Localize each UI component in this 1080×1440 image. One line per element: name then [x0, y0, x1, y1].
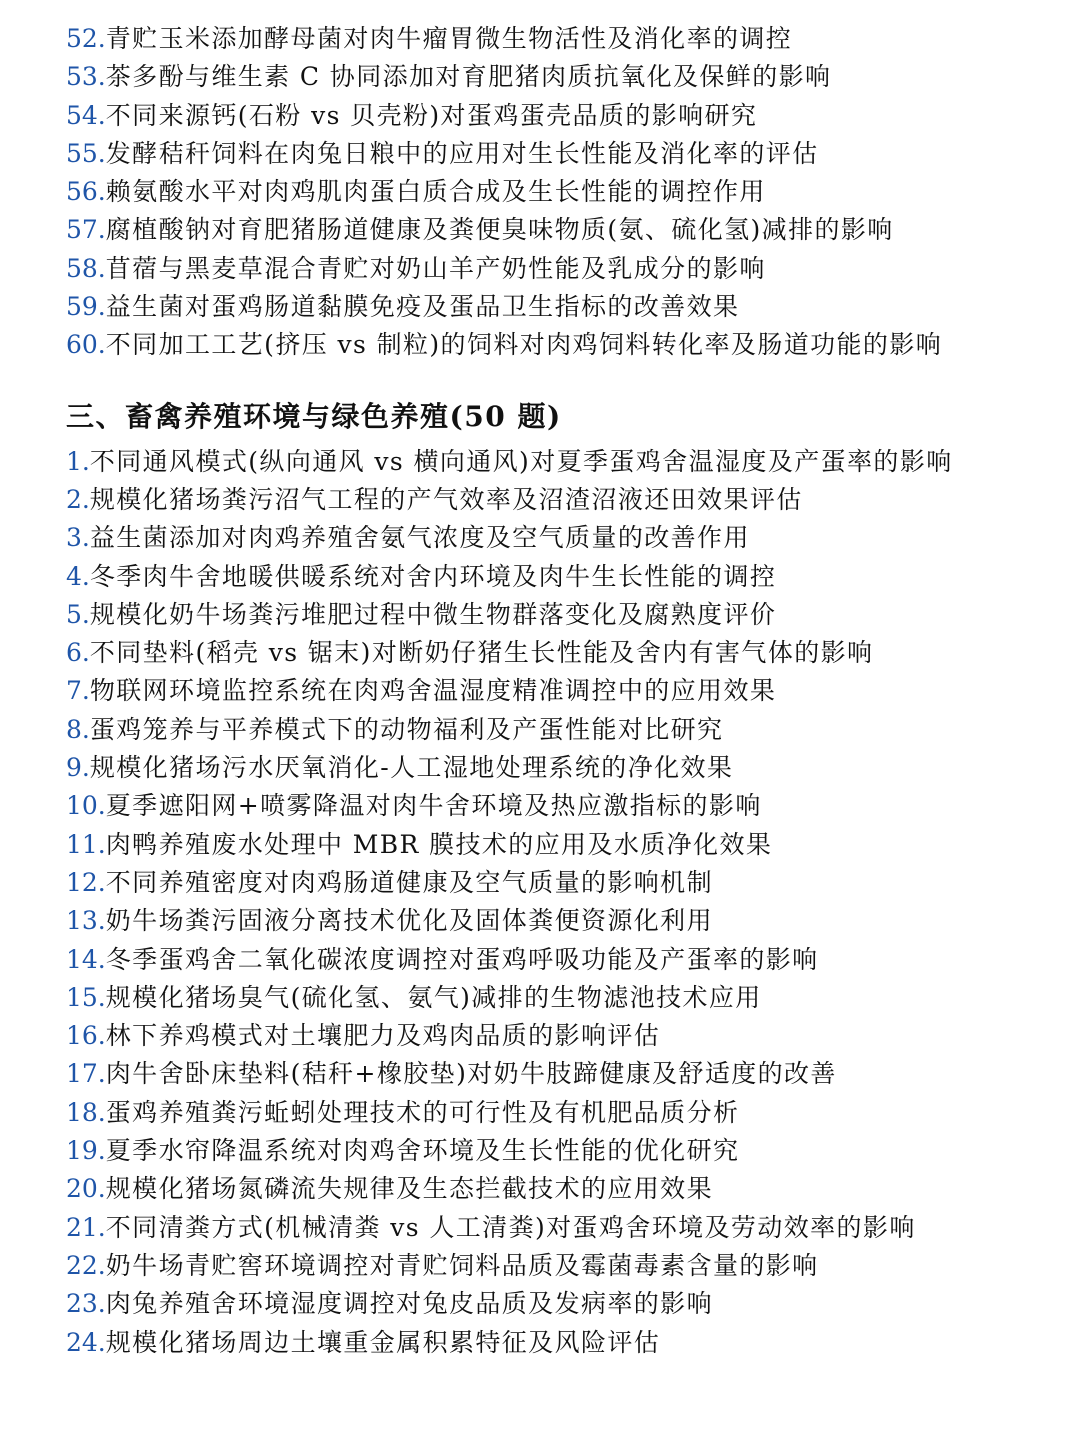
item-number: 55. — [66, 138, 106, 168]
item-number: 15. — [66, 982, 106, 1012]
item-text: 苜蓿与黑麦草混合青贮对奶山羊产奶性能及乳成分的影响 — [105, 253, 766, 283]
list-item — [66, 250, 1020, 288]
list-item — [66, 864, 1020, 902]
list-item — [66, 1170, 1020, 1208]
item-number: 21. — [66, 1212, 106, 1242]
item-number: 24. — [66, 1327, 106, 1357]
item-number: 56. — [66, 177, 106, 207]
item-text: 林下养鸡模式对土壤肥力及鸡肉品质的影响评估 — [105, 1021, 661, 1051]
item-text: 腐植酸钠对育肥猪肠道健康及粪便臭味物质(氨、硫化氢)减排的影响 — [105, 215, 894, 245]
list-item — [66, 596, 1020, 634]
item-number: 1. — [66, 446, 90, 476]
section3-topic-list — [66, 443, 1020, 1362]
item-text: 益生菌添加对肉鸡养殖舍氨气浓度及空气质量的改善作用 — [89, 523, 750, 553]
item-number: 10. — [66, 791, 106, 821]
item-text: 赖氨酸水平对肉鸡肌肉蛋白质合成及生长性能的调控作用 — [105, 177, 766, 207]
item-number: 6. — [66, 638, 90, 668]
item-text: 奶牛场青贮窖环境调控对青贮饲料品质及霉菌毒素含量的影响 — [105, 1250, 819, 1280]
item-number: 53. — [66, 62, 106, 92]
list-item — [66, 941, 1020, 979]
list-item — [66, 634, 1020, 672]
item-text: 规模化猪场粪污沼气工程的产气效率及沼渣沼液还田效果评估 — [89, 484, 803, 514]
item-text: 肉牛舍卧床垫料(秸秆+橡胶垫)对奶牛肢蹄健康及舒适度的改善 — [105, 1059, 837, 1089]
list-item — [66, 288, 1020, 326]
item-text: 不同清粪方式(机械清粪 vs 人工清粪)对蛋鸡舍环境及劳动效率的影响 — [105, 1212, 916, 1242]
list-item — [66, 558, 1020, 596]
list-item — [66, 58, 1020, 96]
item-text: 不同养殖密度对肉鸡肠道健康及空气质量的影响机制 — [105, 867, 713, 897]
item-text: 不同加工工艺(挤压 vs 制粒)的饲料对肉鸡饲料转化率及肠道功能的影响 — [105, 330, 943, 360]
list-item — [66, 173, 1020, 211]
item-number: 59. — [66, 292, 106, 322]
item-number: 57. — [66, 215, 106, 245]
list-item — [66, 1132, 1020, 1170]
item-text: 规模化猪场氮磷流失规律及生态拦截技术的应用效果 — [105, 1174, 713, 1204]
item-number: 11. — [66, 829, 106, 859]
item-number: 54. — [66, 100, 106, 130]
list-item — [66, 672, 1020, 710]
item-text: 物联网环境监控系统在肉鸡舍温湿度精准调控中的应用效果 — [89, 676, 777, 706]
list-item — [66, 481, 1020, 519]
item-text: 不同垫料(稻壳 vs 锯末)对断奶仔猪生长性能及舍内有害气体的影响 — [89, 638, 874, 668]
item-number: 58. — [66, 253, 106, 283]
item-text: 夏季遮阳网+喷雾降温对肉牛舍环境及热应激指标的影响 — [105, 791, 762, 821]
list-item — [66, 326, 1020, 364]
list-item — [66, 443, 1020, 481]
list-item — [66, 711, 1020, 749]
item-number: 7. — [66, 676, 90, 706]
list-item — [66, 135, 1020, 173]
item-number: 3. — [66, 523, 90, 553]
list-item — [66, 902, 1020, 940]
item-text: 蛋鸡养殖粪污蚯蚓处理技术的可行性及有机肥品质分析 — [105, 1097, 740, 1127]
item-text: 规模化猪场臭气(硫化氢、氨气)减排的生物滤池技术应用 — [105, 982, 762, 1012]
item-text: 规模化猪场周边土壤重金属积累特征及风险评估 — [105, 1327, 661, 1357]
item-number: 13. — [66, 906, 106, 936]
list-item — [66, 519, 1020, 557]
item-number: 52. — [66, 24, 106, 53]
item-number: 22. — [66, 1250, 106, 1280]
item-number: 16. — [66, 1021, 106, 1051]
list-item — [66, 1247, 1020, 1285]
list-item — [66, 1285, 1020, 1323]
list-item — [66, 826, 1020, 864]
item-text: 发酵秸秆饲料在肉兔日粮中的应用对生长性能及消化率的评估 — [105, 138, 819, 168]
item-number: 23. — [66, 1289, 106, 1319]
item-text: 冬季蛋鸡舍二氧化碳浓度调控对蛋鸡呼吸功能及产蛋率的影响 — [105, 944, 819, 974]
section3-heading: 三、畜禽养殖环境与绿色养殖(50 题) — [66, 399, 562, 433]
item-number: 60. — [66, 330, 106, 360]
item-text: 茶多酚与维生素 C 协同添加对育肥猪肉质抗氧化及保鲜的影响 — [105, 62, 832, 92]
item-text: 规模化奶牛场粪污堆肥过程中微生物群落变化及腐熟度评价 — [89, 599, 777, 629]
item-number: 14. — [66, 944, 106, 974]
list-item — [66, 1017, 1020, 1055]
item-text: 冬季肉牛舍地暖供暖系统对舍内环境及肉牛生长性能的调控 — [89, 561, 777, 591]
section2-topic-list — [66, 20, 1020, 365]
item-number: 17. — [66, 1059, 106, 1089]
list-item — [66, 97, 1020, 135]
list-item — [66, 979, 1020, 1017]
item-text: 肉兔养殖舍环境湿度调控对兔皮品质及发病率的影响 — [105, 1289, 713, 1319]
item-number: 2. — [66, 484, 90, 514]
item-number: 5. — [66, 599, 90, 629]
item-number: 4. — [66, 561, 90, 591]
list-item — [66, 787, 1020, 825]
item-text: 夏季水帘降温系统对肉鸡舍环境及生长性能的优化研究 — [105, 1136, 740, 1166]
list-item — [66, 1209, 1020, 1247]
item-text: 益生菌对蛋鸡肠道黏膜免疫及蛋品卫生指标的改善效果 — [105, 292, 740, 322]
list-item — [66, 1094, 1020, 1132]
item-number: 12. — [66, 867, 106, 897]
item-number: 9. — [66, 753, 90, 783]
item-text: 不同通风模式(纵向通风 vs 横向通风)对夏季蛋鸡舍温湿度及产蛋率的影响 — [89, 446, 953, 476]
item-number: 8. — [66, 714, 90, 744]
list-item — [66, 20, 1020, 58]
item-number: 19. — [66, 1136, 106, 1166]
item-number: 20. — [66, 1174, 106, 1204]
item-text: 蛋鸡笼养与平养模式下的动物福利及产蛋性能对比研究 — [89, 714, 724, 744]
item-text: 不同来源钙(石粉 vs 贝壳粉)对蛋鸡蛋壳品质的影响研究 — [105, 100, 758, 130]
list-item — [66, 1055, 1020, 1093]
item-text: 规模化猪场污水厌氧消化-人工湿地处理系统的净化效果 — [89, 753, 734, 783]
list-item — [66, 211, 1020, 249]
list-item — [66, 1324, 1020, 1362]
list-item — [66, 749, 1020, 787]
item-number: 18. — [66, 1097, 106, 1127]
item-text: 青贮玉米添加酵母菌对肉牛瘤胃微生物活性及消化率的调控 — [105, 24, 793, 53]
item-text: 肉鸭养殖废水处理中 MBR 膜技术的应用及水质净化效果 — [105, 829, 773, 859]
item-text: 奶牛场粪污固液分离技术优化及固体粪便资源化利用 — [105, 906, 713, 936]
